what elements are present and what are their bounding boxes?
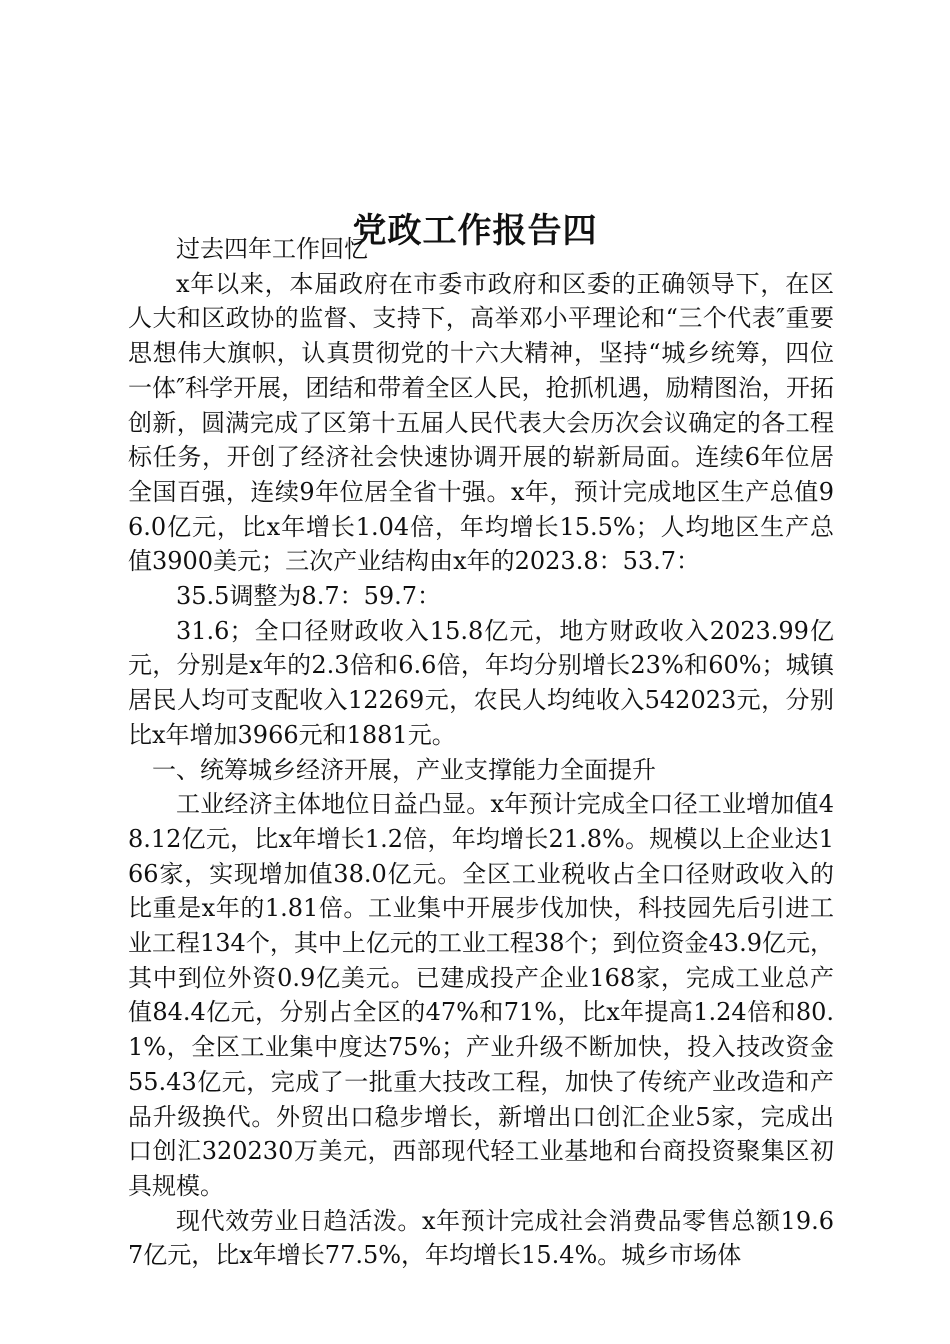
body-paragraph: 现代效劳业日趋活泼。x年预计完成社会消费品零售总额19.67亿元，比x年增长77.5%，年均增长15.4%。城乡市场体 bbox=[128, 1206, 834, 1270]
document-title: 党政工作报告四 bbox=[352, 210, 598, 251]
body-paragraph: 工业经济主体地位日益凸显。x年预计完成全口径工业增加值48.12亿元，比x年增长1.2倍，年均增长21.8%。规模以上企业达166家，实现增加值38.0亿元。全区工业税收占全口径财政收入的比重是x年的1.81倍。工业集中开展步伐加快，科技园先后引进工业工程134个，其中上亿元的工业工程38个；到位资金43.9亿元，其中到位外资0.9亿美元。已建成投产企业168家，完成工业总产值84.4亿元，分别占全区的47%和71%，比x年提高1.24倍和80.1%，全区工业集中度达75%；产业升级不断加快，投入技改资金55.43亿元，完成了一批重大技改工程，加快了传统产业改造和产品升级换代。外贸出口稳步增长，新增出口创汇企业5家，完成出口创汇320230万美元，西部现代轻工业基地和台商投资聚集区初具规模。 bbox=[128, 790, 834, 1200]
body-paragraph: 31.6；全口径财政收入15.8亿元，地方财政收入2023.99亿元，分别是x年的2.3倍和6.6倍，年均分别增长23%和60%；城镇居民人均可支配收入12269元，农民人均纯收入542023元，分别比x年增加3966元和1881元。 bbox=[128, 616, 834, 749]
section-heading: 一、统筹城乡经济开展，产业支撑能力全面提升 bbox=[152, 755, 656, 784]
document-body bbox=[128, 232, 834, 1273]
body-paragraph: x年以来，本届政府在市委市政府和区委的正确领导下，在区人大和区政协的监督、支持下，高举邓小平理论和“三个代表″重要思想伟大旗帜，认真贯彻党的十六大精神，坚持“城乡统筹，四位一体″科学开展，团结和带着全区人民，抢抓机遇，励精图治，开拓创新，圆满完成了区第十五届人民代表大会历次会议确定的各工程标任务，开创了经济社会快速协调开展的崭新局面。连续6年位居全国百强，连续9年位居全省十强。x年，预计完成地区生产总值96.0亿元，比x年增长1.04倍，年均增长15.5%；人均地区生产总值3900美元；三次产业结构由x年的2023.8：53.7： bbox=[128, 269, 834, 576]
section-intro-line: 过去四年工作回忆 bbox=[176, 235, 368, 263]
body-paragraph: 35.5调整为8.7：59.7： bbox=[176, 582, 442, 611]
